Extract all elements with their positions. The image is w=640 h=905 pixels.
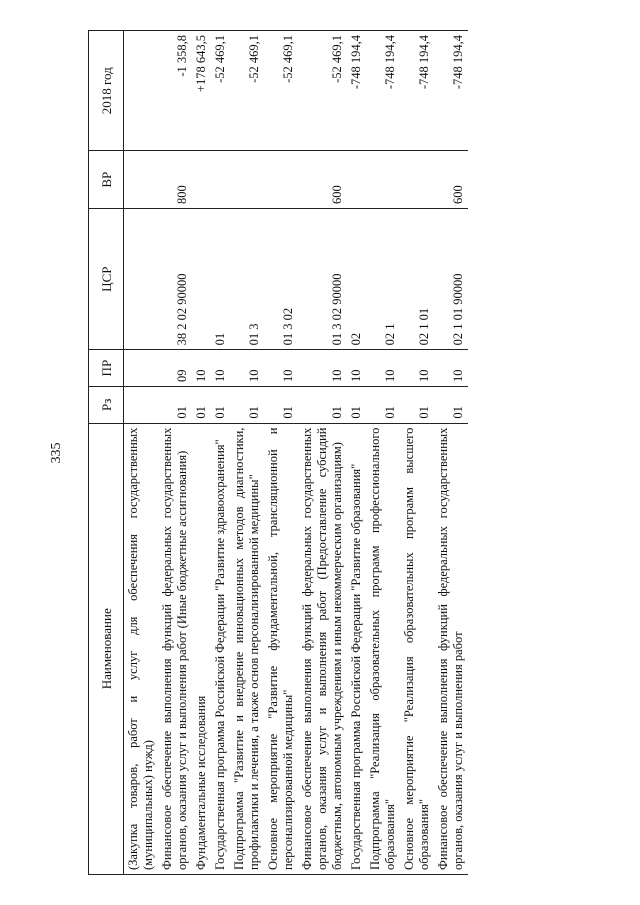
row-year-cell: -1 358,8 (158, 31, 192, 151)
row-pr-cell: 10 (347, 350, 366, 387)
table-row (366, 31, 400, 875)
row-pr-cell: 09 (158, 350, 192, 387)
row-pr-cell: 10 (434, 350, 468, 387)
row-vr-cell: 800 (158, 151, 192, 209)
row-name-cell: Основное мероприятие "Развитие фундаментальной, трансляционной и персонализированной медицины" (264, 423, 298, 874)
row-year-cell (124, 31, 159, 151)
row-csr-cell (124, 209, 159, 350)
row-csr-cell: 38 2 02 90000 (158, 209, 192, 350)
row-vr-cell (400, 151, 434, 209)
header-pr: ПР (89, 350, 124, 387)
row-vr-cell (347, 151, 366, 209)
row-rz-cell: 01 (347, 386, 366, 423)
row-rz-cell: 01 (230, 386, 264, 423)
row-pr-cell: 10 (298, 350, 347, 387)
header-year: 2018 год (89, 31, 124, 151)
row-name-cell: Государственная программа Российской Федерации "Развитие здравоохранения" (211, 423, 230, 874)
row-year-cell: -52 469,1 (230, 31, 264, 151)
row-pr-cell: 10 (400, 350, 434, 387)
row-name-cell: Фундаментальные исследования (192, 423, 211, 874)
row-csr-cell: 02 (347, 209, 366, 350)
rotated-table-container (88, 30, 588, 875)
row-csr-cell (192, 209, 211, 350)
table-row (158, 31, 192, 875)
row-csr-cell: 02 1 01 (400, 209, 434, 350)
table-row (192, 31, 211, 875)
row-year-cell: -52 469,1 (211, 31, 230, 151)
row-rz-cell: 01 (434, 386, 468, 423)
row-pr-cell: 10 (366, 350, 400, 387)
row-name-cell: Подпрограмма "Реализация образовательных программ профессионального образования" (366, 423, 400, 874)
row-rz-cell: 01 (298, 386, 347, 423)
row-rz-cell: 01 (192, 386, 211, 423)
row-csr-cell: 01 3 02 (264, 209, 298, 350)
table-row (298, 31, 347, 875)
row-name-cell: Финансовое обеспечение выполнения функций федеральных государственных органов, оказания услуг и выполнения работ (434, 423, 468, 874)
row-rz-cell: 01 (400, 386, 434, 423)
row-year-cell: +178 643,5 (192, 31, 211, 151)
table-row (400, 31, 434, 875)
row-name-cell: Финансовое обеспечение выполнения функций федеральных государственных органов, оказания услуг и выполнения работ (Предоставление субсидий бюджетным, автономным учреждениям и иным некоммерческим организациям) (298, 423, 347, 874)
table-row (434, 31, 468, 875)
row-vr-cell (192, 151, 211, 209)
table-row (211, 31, 230, 875)
table-row (347, 31, 366, 875)
row-pr-cell: 10 (192, 350, 211, 387)
row-name-cell: Основное мероприятие "Реализация образовательных программ высшего образования" (400, 423, 434, 874)
row-vr-cell (230, 151, 264, 209)
row-pr-cell (124, 350, 159, 387)
row-name-cell: Финансовое обеспечение выполнения функций федеральных государственных органов, оказания услуг и выполнения работ (Иные бюджетные ассигнования) (158, 423, 192, 874)
header-name: Наименование (89, 423, 124, 874)
row-csr-cell: 01 3 (230, 209, 264, 350)
header-rz: Рз (89, 386, 124, 423)
row-vr-cell (211, 151, 230, 209)
table-body (124, 31, 469, 875)
row-vr-cell (264, 151, 298, 209)
row-year-cell: -52 469,1 (264, 31, 298, 151)
header-csr: ЦСР (89, 209, 124, 350)
row-csr-cell: 02 1 01 90000 (434, 209, 468, 350)
row-csr-cell: 01 (211, 209, 230, 350)
row-pr-cell: 10 (211, 350, 230, 387)
row-year-cell: -748 194,4 (434, 31, 468, 151)
row-rz-cell: 01 (211, 386, 230, 423)
header-vr: ВР (89, 151, 124, 209)
page-number: 335 (49, 442, 64, 464)
row-rz-cell (124, 386, 159, 423)
row-pr-cell: 10 (230, 350, 264, 387)
row-rz-cell: 01 (366, 386, 400, 423)
table-row (230, 31, 264, 875)
row-year-cell: -748 194,4 (400, 31, 434, 151)
row-year-cell: -52 469,1 (298, 31, 347, 151)
budget-table (88, 30, 468, 875)
table-row (264, 31, 298, 875)
table-header-row (89, 31, 124, 875)
row-name-cell: Подпрограмма "Развитие и внедрение инновационных методов диагностики, профилактики и лечения, а также основ персонализированной медицины" (230, 423, 264, 874)
row-rz-cell: 01 (158, 386, 192, 423)
row-year-cell: -748 194,4 (347, 31, 366, 151)
row-name-cell: Государственная программа Российской Федерации "Развитие образования" (347, 423, 366, 874)
row-pr-cell: 10 (264, 350, 298, 387)
row-year-cell: -748 194,4 (366, 31, 400, 151)
row-csr-cell: 01 3 02 90000 (298, 209, 347, 350)
row-vr-cell: 600 (434, 151, 468, 209)
row-rz-cell: 01 (264, 386, 298, 423)
row-vr-cell: 600 (298, 151, 347, 209)
row-name-cell: (Закупка товаров, работ и услуг для обеспечения государственных (муниципальных) нужд) (124, 423, 159, 874)
row-csr-cell: 02 1 (366, 209, 400, 350)
row-vr-cell (366, 151, 400, 209)
table-row (124, 31, 159, 875)
row-vr-cell (124, 151, 159, 209)
